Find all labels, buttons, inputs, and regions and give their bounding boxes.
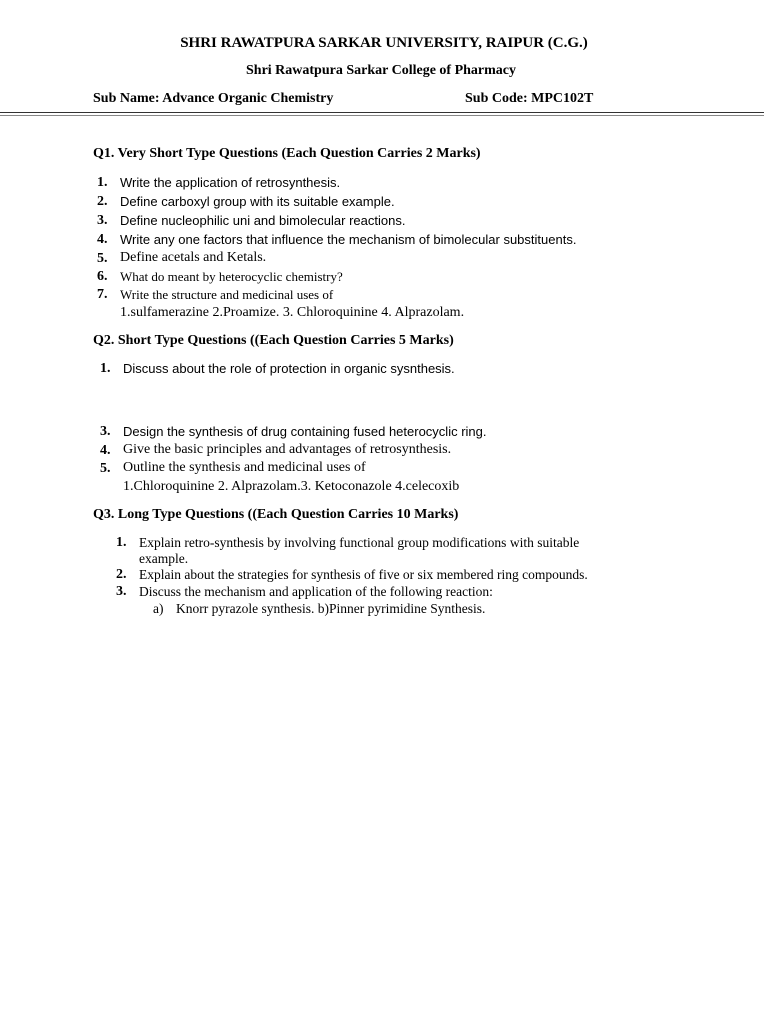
q1-item-3-number: 3. (97, 213, 108, 228)
q3-item-1-text: Explain retro-synthesis by involving functional group modifications with suitable (139, 535, 580, 550)
university-title: SHRI RAWATPURA SARKAR UNIVERSITY, RAIPUR (C.G.) (180, 35, 588, 51)
subject-code: Sub Code: MPC102T (465, 91, 594, 106)
q3-item-1-continuation: example. (139, 551, 189, 566)
header-divider (0, 112, 764, 113)
q1-item-3-text: Define nucleophilic uni and bimolecular reactions. (120, 213, 406, 228)
q1-heading: Q1. Very Short Type Questions (Each Question Carries 2 Marks) (93, 146, 481, 161)
q3-item-3-sub-label: a) (153, 601, 164, 616)
q2-item-5-number: 5. (100, 461, 111, 476)
q2-item-5-continuation: 1.Chloroquinine 2. Alprazolam.3. Ketoconazole 4.celecoxib (123, 479, 460, 494)
q3-heading: Q3. Long Type Questions ((Each Question Carries 10 Marks) (93, 507, 459, 522)
q2-item-4-text: Give the basic principles and advantages of retrosynthesis. (123, 442, 452, 457)
q2-item-4-number: 4. (100, 443, 111, 458)
college-name: Shri Rawatpura Sarkar College of Pharmacy (246, 63, 516, 78)
q1-item-6-number: 6. (97, 269, 108, 284)
q2-item-3-number: 3. (100, 424, 111, 439)
subject-name: Sub Name: Advance Organic Chemistry (93, 91, 334, 106)
q1-item-7-number: 7. (97, 287, 108, 302)
q3-item-3-text: Discuss the mechanism and application of the following reaction: (139, 584, 493, 599)
q3-item-3-sub-text: Knorr pyrazole synthesis. b)Pinner pyrimidine Synthesis. (176, 601, 486, 616)
q3-item-2-text: Explain about the strategies for synthesis of five or six membered ring compounds. (139, 567, 588, 582)
q1-item-4-text: Write any one factors that influence the mechanism of bimolecular substituents. (120, 232, 577, 247)
q1-item-5-number: 5. (97, 251, 108, 266)
q1-item-7-continuation: 1.sulfamerazine 2.Proamize. 3. Chloroquinine 4. Alprazolam. (120, 305, 465, 320)
q3-item-3-number: 3. (116, 584, 127, 599)
header-divider-secondary (0, 115, 764, 116)
q1-item-5-text: Define acetals and Ketals. (120, 250, 267, 265)
q1-item-1-text: Write the application of retrosynthesis. (120, 175, 341, 190)
q1-item-7-text: Write the structure and medicinal uses of (120, 287, 334, 302)
q3-item-2-number: 2. (116, 567, 127, 582)
q1-item-2-text: Define carboxyl group with its suitable example. (120, 194, 395, 209)
q2-item-3-text: Design the synthesis of drug containing fused heterocyclic ring. (123, 424, 487, 439)
q2-item-1-number: 1. (100, 361, 111, 376)
q1-item-2-number: 2. (97, 194, 108, 209)
q1-item-6-text: What do meant by heterocyclic chemistry? (120, 269, 343, 284)
q2-item-1-text: Discuss about the role of protection in organic sysnthesis. (123, 361, 455, 376)
q2-heading: Q2. Short Type Questions ((Each Question Carries 5 Marks) (93, 333, 454, 348)
q1-item-4-number: 4. (97, 232, 108, 247)
q3-item-1-number: 1. (116, 535, 127, 550)
q2-item-5-text: Outline the synthesis and medicinal uses of (123, 460, 366, 475)
q1-item-1-number: 1. (97, 175, 108, 190)
